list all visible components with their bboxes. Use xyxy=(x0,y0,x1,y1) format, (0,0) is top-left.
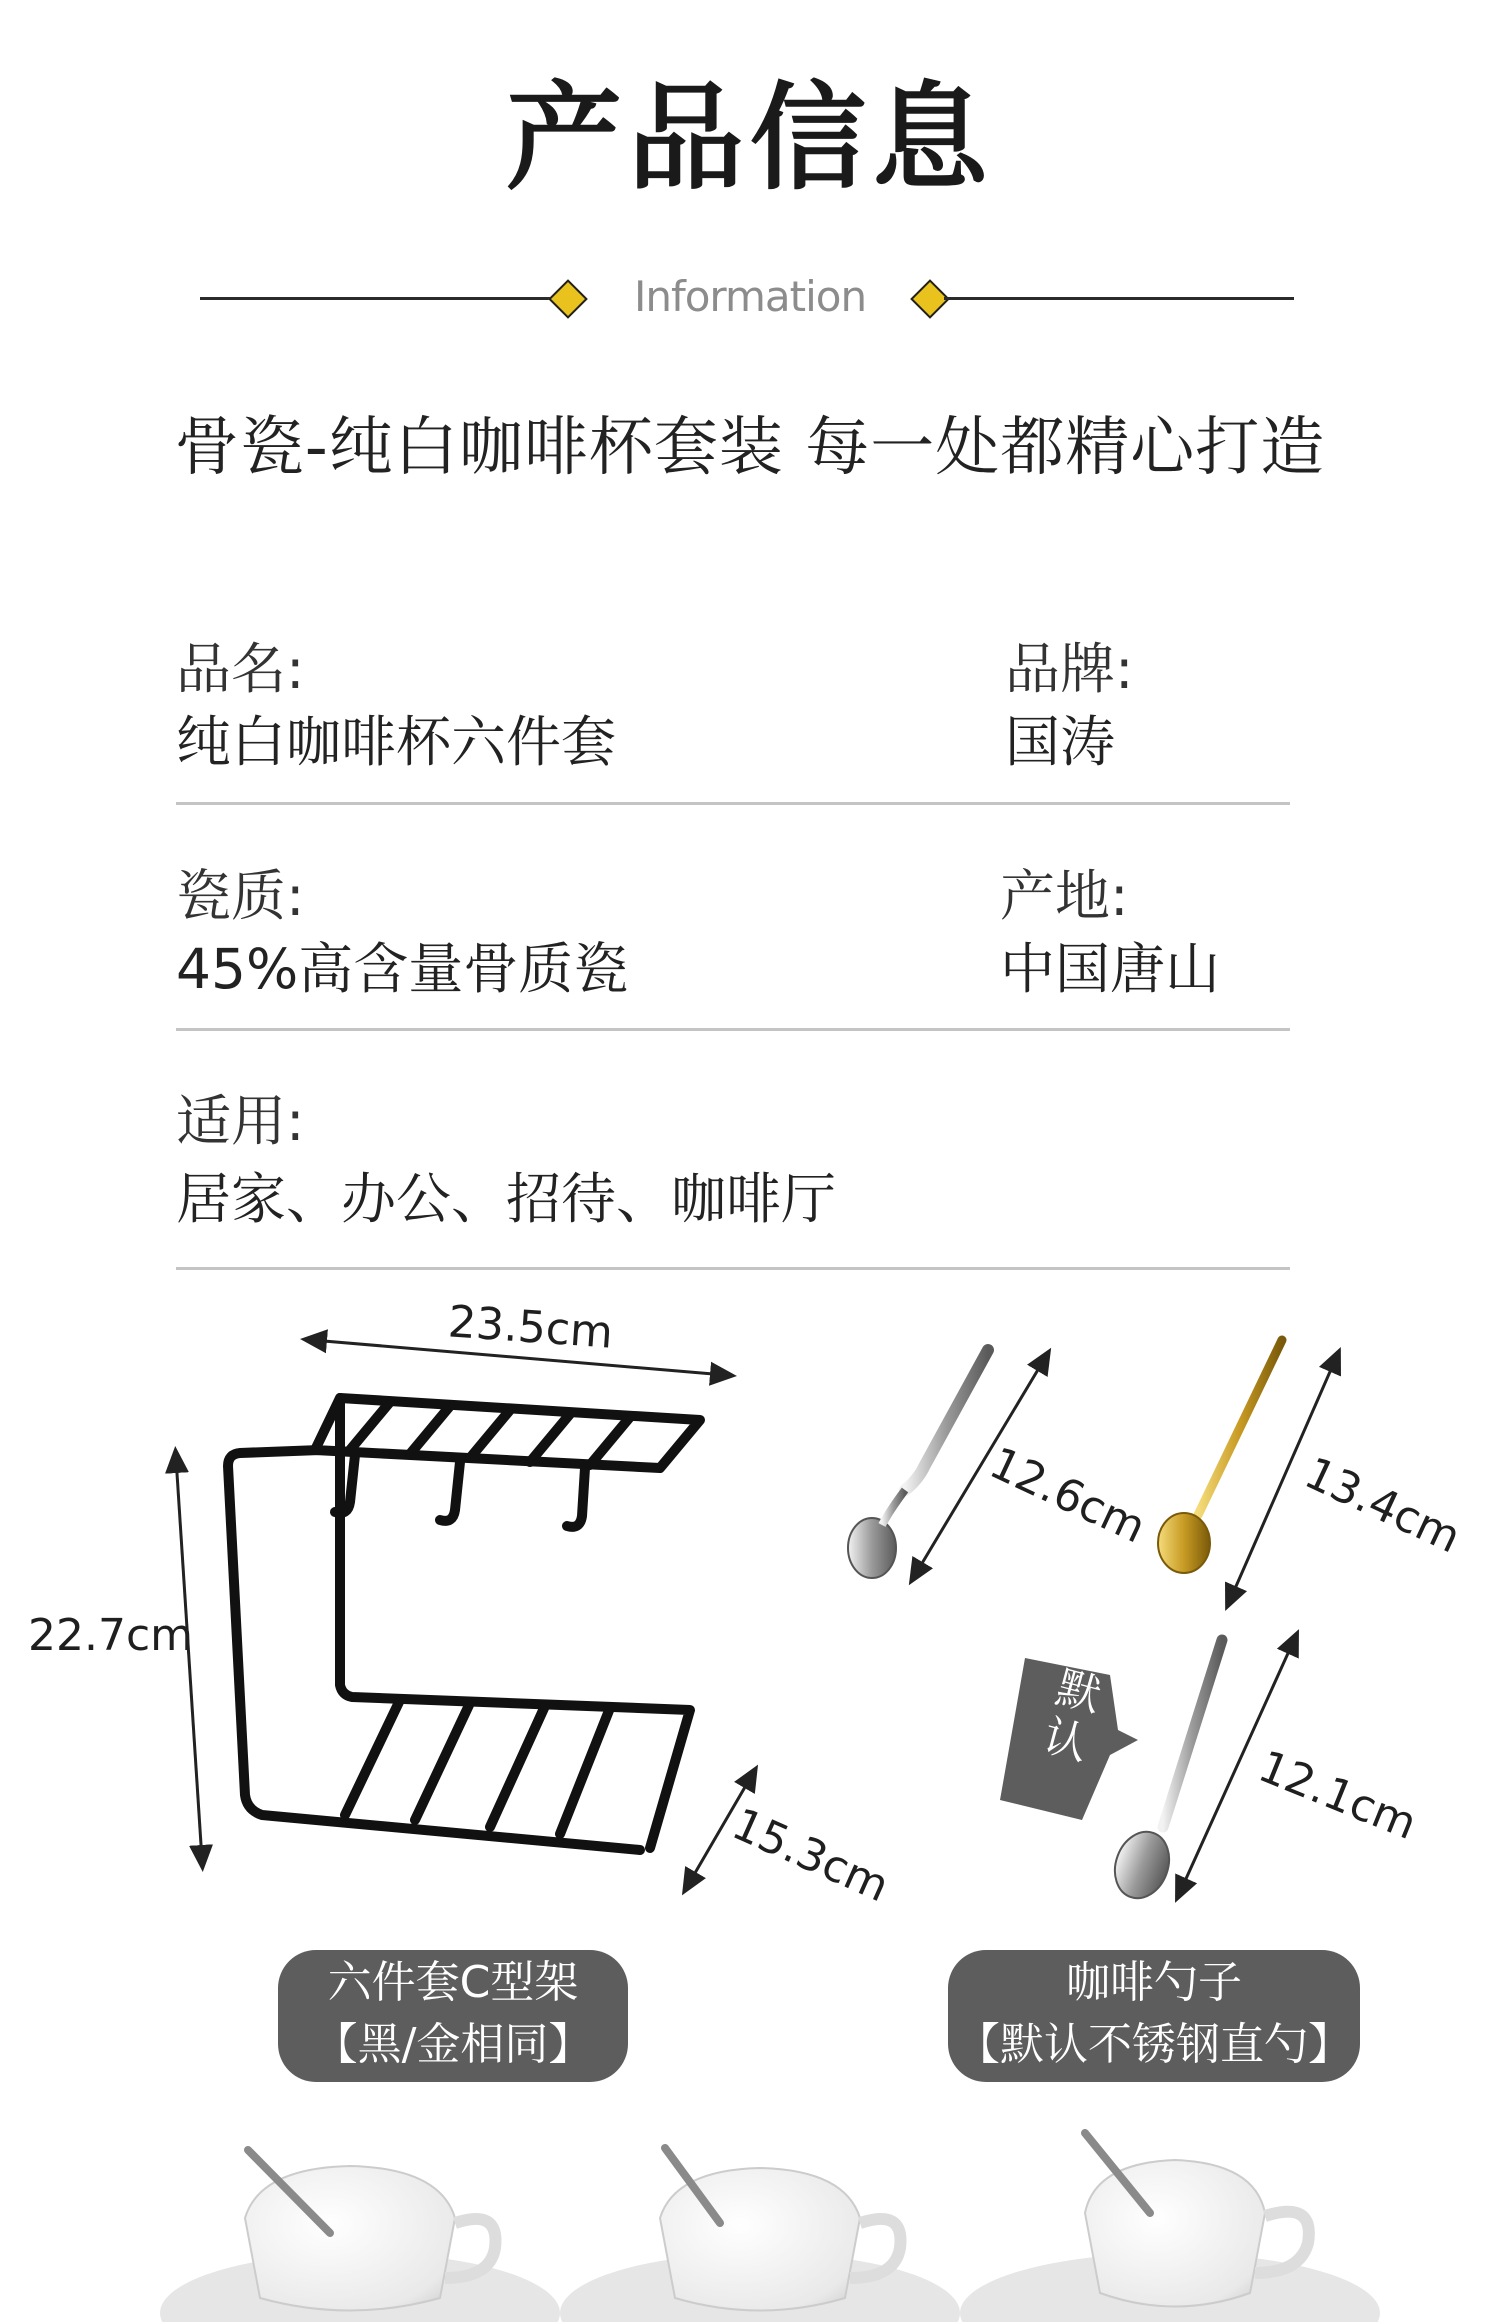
default-badge-label: 默认 xyxy=(1037,1662,1107,1771)
spec-divider xyxy=(176,1028,1290,1031)
origin-label: 产地: xyxy=(1000,864,1129,928)
usage-value: 居家、办公、招待、咖啡厅 xyxy=(176,1167,837,1231)
spoon-c-size: 12.1cm xyxy=(1251,1740,1424,1851)
spoon-a-size: 12.6cm xyxy=(981,1437,1154,1554)
c-rack-icon xyxy=(228,1398,700,1850)
product-subtitle: 骨瓷-纯白咖啡杯套装 每一处都精心打造 xyxy=(174,411,1326,485)
page-title: 产品信息 xyxy=(506,71,994,206)
material-value: 45%高含量骨质瓷 xyxy=(176,937,629,1001)
cup-icon xyxy=(560,2148,960,2322)
cup-icon xyxy=(960,2133,1380,2322)
cup-icon xyxy=(160,2150,560,2322)
rack-height-label: 22.7cm xyxy=(28,1610,194,1661)
spoon-tag-line2: 【默认不锈钢直勺】 xyxy=(956,2019,1352,2070)
origin-value: 中国唐山 xyxy=(1000,937,1221,1001)
rack-tag-line2: 【黑/金相同】 xyxy=(313,2019,593,2070)
gold-spoon-icon xyxy=(1158,1340,1282,1573)
rack-tag xyxy=(278,1950,628,2082)
bent-spoon-icon xyxy=(848,1350,988,1578)
info-left-line xyxy=(200,297,555,300)
spec-divider xyxy=(176,802,1290,805)
brand-value: 国涛 xyxy=(1005,710,1116,774)
straight-spoon-icon xyxy=(1106,1640,1222,1906)
spoon-tag xyxy=(948,1950,1360,2082)
spec-divider xyxy=(176,1267,1290,1270)
rack-tag-line1: 六件套C型架 xyxy=(327,1957,579,2008)
cup-row xyxy=(0,2128,1500,2322)
spoon-b-size: 13.4cm xyxy=(1296,1447,1469,1564)
brand-label: 品牌: xyxy=(1005,637,1134,701)
info-right-line xyxy=(944,297,1294,300)
material-label: 瓷质: xyxy=(176,864,305,928)
spoon-tag-line1: 咖啡勺子 xyxy=(1066,1957,1242,2008)
rack-depth-label: 15.3cm xyxy=(724,1798,897,1913)
rack-width-label: 23.5cm xyxy=(446,1296,615,1359)
info-label: Information xyxy=(633,272,867,321)
name-label: 品名: xyxy=(176,637,305,701)
usage-label: 适用: xyxy=(176,1089,305,1153)
name-value: 纯白咖啡杯六件套 xyxy=(176,710,617,774)
diamond-left-icon xyxy=(548,279,588,319)
